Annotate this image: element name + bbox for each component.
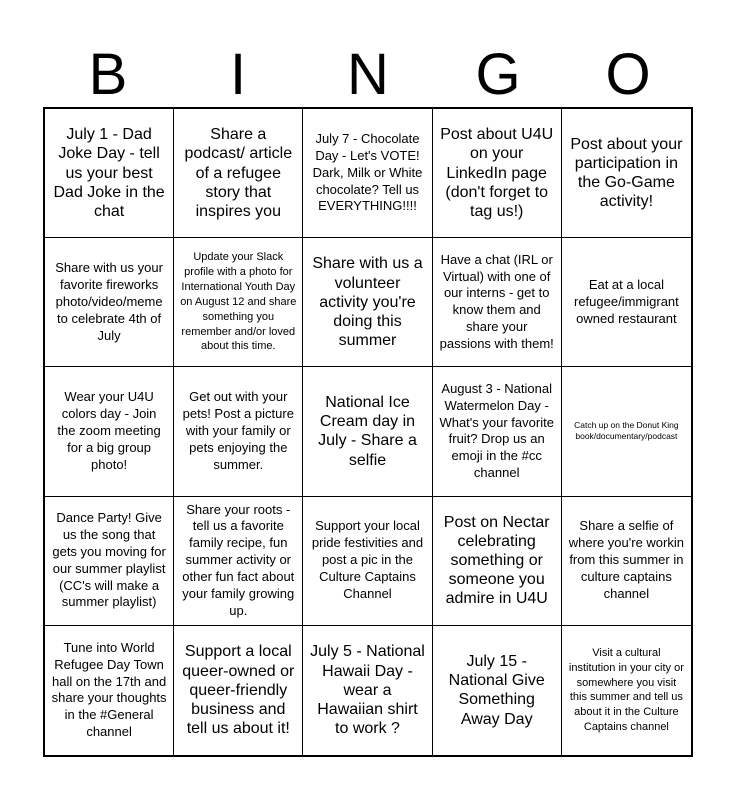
bingo-cell-r3-c2[interactable]: Get out with your pets! Post a picture with your family or pets enjoying the summer.	[174, 367, 303, 496]
bingo-cell-r2-c1[interactable]: Share with us your favorite fireworks photo/video/meme to celebrate 4th of July	[45, 238, 174, 367]
bingo-cell-r1-c2[interactable]: Share a podcast/ article of a refugee story that inspires you	[174, 109, 303, 238]
bingo-cell-r3-c3[interactable]: National Ice Cream day in July - Share a selfie	[303, 367, 432, 496]
bingo-cell-r3-c1[interactable]: Wear your U4U colors day - Join the zoom meeting for a big group photo!	[45, 367, 174, 496]
bingo-cell-r4-c2[interactable]: Share your roots - tell us a favorite family recipe, fun summer activity or other fun fact about your family growing up.	[174, 497, 303, 626]
bingo-cell-r2-c4[interactable]: Have a chat (IRL or Virtual) with one of our interns - get to know them and share your passions with them!	[433, 238, 562, 367]
bingo-cell-r1-c5[interactable]: Post about your participation in the Go-Game activity!	[562, 109, 691, 238]
bingo-cell-r1-c1[interactable]: July 1 - Dad Joke Day - tell us your best Dad Joke in the chat	[45, 109, 174, 238]
header-letter-b: B	[88, 42, 128, 107]
bingo-board	[43, 107, 693, 757]
bingo-cell-r5-c5[interactable]: Visit a cultural institution in your city or somewhere you visit this summer and tell us about it in the Culture Captains channel	[568, 646, 684, 734]
bingo-cell-r5-c4[interactable]: July 15 - National Give Something Away Day	[433, 626, 562, 755]
bingo-cell-r5-c2[interactable]: Support a local queer-owned or queer-friendly business and tell us about it!	[174, 626, 303, 755]
bingo-cell-r5-c1[interactable]: Tune into World Refugee Day Town hall on the 17th and share your thoughts in the #General channel	[45, 626, 174, 755]
header-letter-n: N	[347, 42, 389, 107]
bingo-cell-r3-c4[interactable]: August 3 - National Watermelon Day - What's your favorite fruit? Drop us an emoji in the #cc channel	[433, 367, 562, 496]
bingo-cell-r4-c3[interactable]: Support your local pride festivities and post a pic in the Culture Captains Channel	[303, 497, 432, 626]
bingo-cell-r3-c5[interactable]: Catch up on the Donut King book/documentary/podcast	[562, 367, 691, 496]
bingo-cell-r1-c4[interactable]: Post about U4U on your LinkedIn page (don't forget to tag us!)	[433, 109, 562, 238]
bingo-cell-r4-c1[interactable]: Dance Party! Give us the song that gets you moving for our summer playlist (CC's will make a summer playlist)	[45, 497, 174, 626]
header-letter-i: I	[229, 42, 247, 107]
bingo-cell-r1-c3[interactable]: July 7 - Chocolate Day - Let's VOTE! Dark, Milk or White chocolate? Tell us EVERYTHING!!!!	[303, 109, 432, 238]
bingo-cell-r4-c5[interactable]: Share a selfie of where you're workin from this summer in culture captains channel	[562, 497, 691, 626]
header-letter-g: G	[475, 42, 521, 107]
bingo-header	[43, 44, 693, 106]
bingo-cell-r2-c3[interactable]: Share with us a volunteer activity you're doing this summer	[303, 238, 432, 367]
bingo-cell-r2-c2[interactable]: Update your Slack profile with a photo for International Youth Day on August 12 and share something you remember and/or loved about this time.	[174, 238, 303, 367]
header-letter-o: O	[605, 42, 651, 107]
bingo-cell-r5-c3[interactable]: July 5 - National Hawaii Day - wear a Hawaiian shirt to work ?	[303, 626, 432, 755]
bingo-cell-r4-c4[interactable]: Post on Nectar celebrating something or someone you admire in U4U	[433, 497, 562, 626]
bingo-cell-r2-c5[interactable]: Eat at a local refugee/immigrant owned restaurant	[562, 238, 691, 367]
